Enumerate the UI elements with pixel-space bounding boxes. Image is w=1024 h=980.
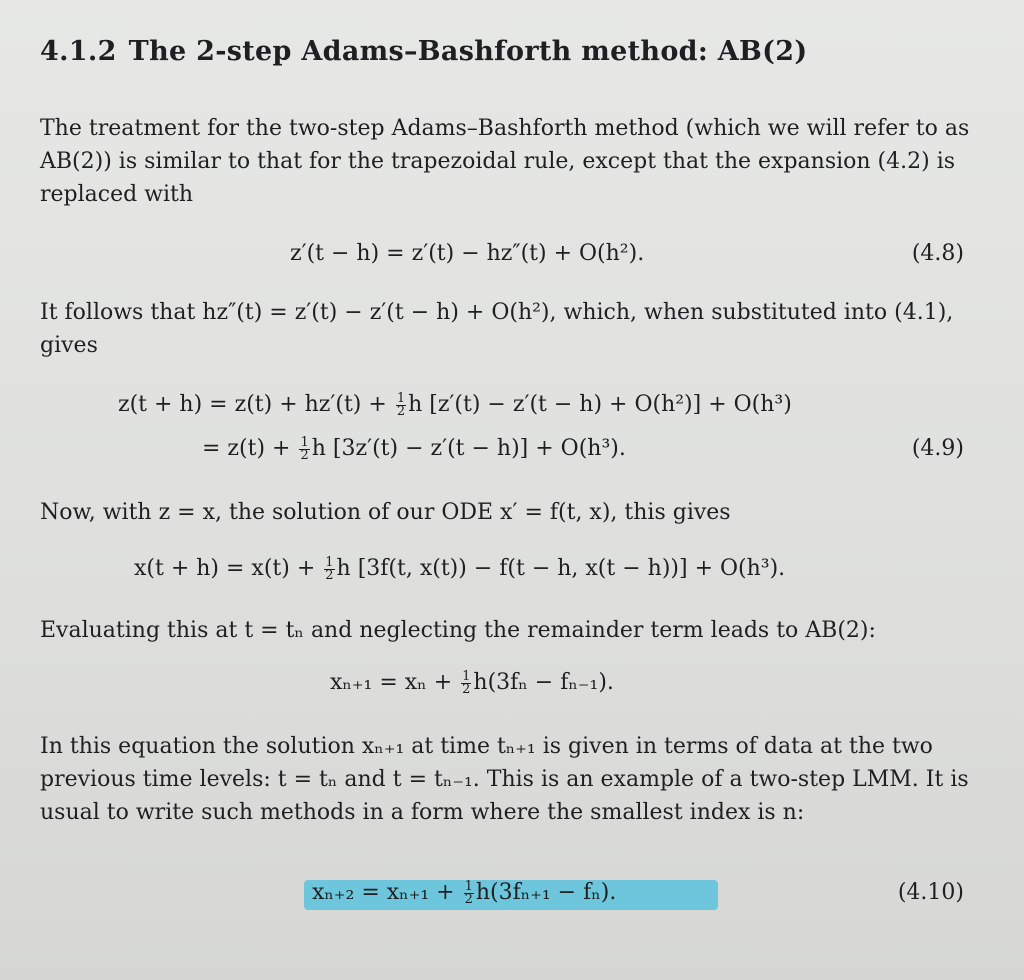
section-title: The 2-step Adams–Bashforth method: AB(2) — [128, 36, 808, 67]
equation-x-expansion — [134, 556, 785, 582]
eq49-l1-right: h [z′(t) − z′(t − h) + O(h²)] + O(h³) — [408, 392, 792, 417]
equation-4-9-line2 — [202, 436, 626, 462]
equation-4-9-line1 — [118, 392, 792, 418]
eq49-l2-right: h [3z′(t) − z′(t − h)] + O(h³). — [311, 436, 626, 461]
section-number: 4.1.2 — [40, 36, 117, 67]
eqab2-right: h(3fₙ − fₙ₋₁). — [473, 670, 614, 695]
equation-4-10 — [312, 880, 616, 906]
eqx-right: h [3f(t, x(t)) − f(t − h, x(t − h))] + O(h³). — [336, 556, 786, 581]
paragraph-now: Now, with z = x, the solution of our ODE x′ = f(t, x), this gives — [40, 500, 731, 525]
equation-label-4-10: (4.10) — [897, 880, 964, 905]
equation-label-4-8: (4.8) — [911, 241, 964, 266]
paragraph-evaluating: Evaluating this at t = tₙ and neglecting the remainder term leads to AB(2): — [40, 618, 876, 643]
equation-4-8: z′(t − h) = z′(t) − hz″(t) + O(h²). — [290, 241, 645, 266]
eq49-l1-left: z(t + h) = z(t) + hz′(t) + — [118, 392, 394, 417]
half-fraction: $\frac{1}{2}$ — [300, 434, 309, 463]
eq49-l2-left: = z(t) + — [202, 436, 298, 461]
eqab2-left: xₙ₊₁ = xₙ + — [330, 670, 460, 695]
half-fraction: $\frac{1}{2}$ — [462, 668, 471, 697]
half-fraction: $\frac{1}{2}$ — [325, 554, 334, 583]
paragraph-intro: The treatment for the two-step Adams–Bashforth method (which we will refer to as AB(2)) is similar to that for the trapezoidal rule, except that the expansion (4.2) is replaced with — [40, 116, 970, 207]
eqx-left: x(t + h) = x(t) + — [134, 556, 323, 581]
paragraph-follows: It follows that hz″(t) = z′(t) − z′(t − h) + O(h²), which, when substituted into (4.1), gives — [40, 300, 954, 358]
equation-ab2 — [330, 670, 614, 696]
paragraph-in-this-equation: In this equation the solution xₙ₊₁ at time tₙ₊₁ is given in terms of data at the two previous time levels: t = tₙ and t = tₙ₋₁. This is an example of a two-step LMM. It is usual to write such methods in a form where the smallest index is n: — [40, 734, 969, 825]
section-heading — [40, 36, 807, 67]
half-fraction: $\frac{1}{2}$ — [396, 390, 406, 419]
half-fraction: $\frac{1}{2}$ — [464, 878, 473, 907]
eq410-left: xₙ₊₂ = xₙ₊₁ + — [312, 880, 462, 905]
eq410-right: h(3fₙ₊₁ − fₙ). — [475, 880, 617, 905]
equation-label-4-9: (4.9) — [911, 436, 964, 461]
